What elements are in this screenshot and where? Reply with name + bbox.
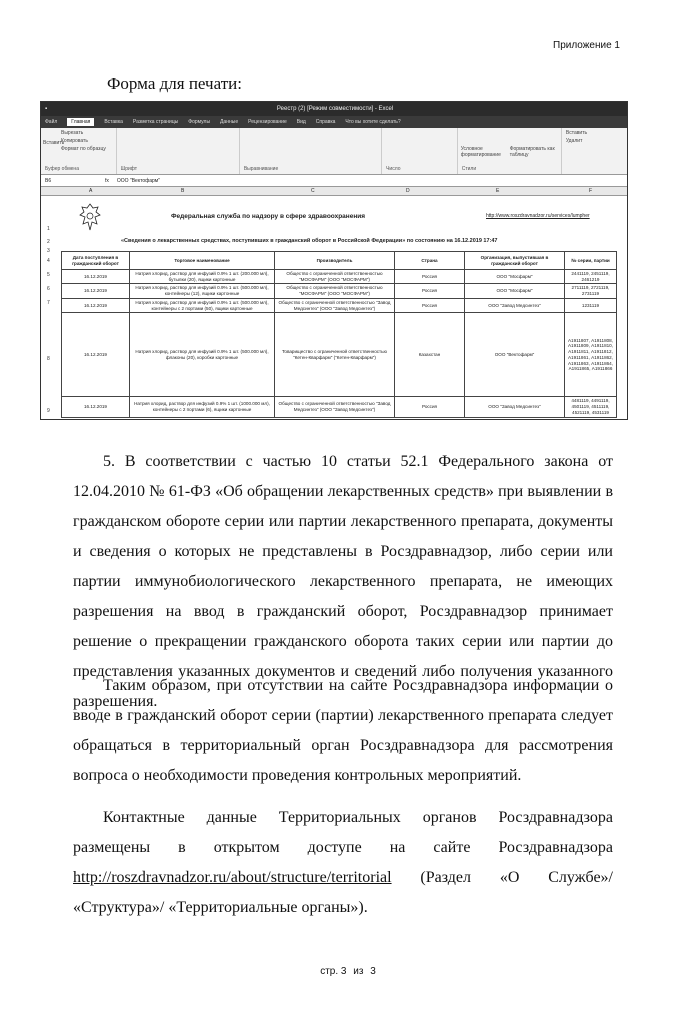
row-number[interactable]: 5	[47, 272, 50, 278]
tab-formulas[interactable]: Формулы	[188, 119, 211, 125]
window-title: Реестр (2) [Режим совместимости] - Excel	[276, 106, 394, 112]
cell-manufacturer[interactable]: Общество с ограниченной ответственностью "МОСФАРМ" (ООО "МОСФАРМ")	[275, 284, 395, 298]
table-row	[62, 284, 617, 298]
cell-manufacturer[interactable]: Общество с ограниченной ответственностью "Завод Медсинтез" (ООО "Завод Медсинтез")	[275, 397, 395, 417]
font-group-label: Шрифт	[120, 166, 138, 172]
header-country[interactable]: Страна	[395, 252, 465, 270]
column-header[interactable]: D	[406, 188, 410, 194]
table-row	[62, 270, 617, 284]
cell-country[interactable]: Россия	[395, 284, 465, 298]
cut-button[interactable]: Вырезать	[61, 130, 84, 136]
fx-icon: fx	[105, 177, 109, 184]
header-organization[interactable]: Организация, выпустившая в гражданский оборот	[465, 252, 565, 270]
cell-organization[interactable]: ООО "Завод Медсинтез"	[465, 397, 565, 417]
row-number[interactable]: 6	[47, 286, 50, 292]
cell-trade-name[interactable]: Натрия хлорид, раствор для инфузий 0.9% 1 шт. (500.000 мл), контейнеры (12), ящики картонные	[130, 284, 275, 298]
cell-organization[interactable]: ООО "Мосфарм"	[465, 270, 565, 284]
clipboard-group-label: Буфер обмена	[45, 166, 79, 172]
header-manufacturer[interactable]: Производитель	[275, 252, 395, 270]
column-header[interactable]: B	[181, 188, 185, 194]
territorial-link[interactable]: http://roszdravnadzor.ru/about/structure/territorial	[73, 869, 392, 886]
tab-help[interactable]: Справка	[315, 119, 336, 125]
column-headers	[41, 187, 627, 196]
row-number[interactable]: 8	[47, 356, 50, 362]
row-number[interactable]: 4	[47, 258, 50, 264]
cell-series[interactable]: А1911807, А1911808, А1911809, А1911810, А1911811, А1911812, А1911861, А1911862, А1911863, А1911864, А1911865, А1911866	[565, 313, 617, 397]
tab-insert[interactable]: Вставка	[104, 119, 123, 125]
tab-data[interactable]: Данные	[220, 119, 239, 125]
ribbon	[41, 128, 627, 175]
row-number[interactable]: 7	[47, 300, 50, 306]
sheet-area	[41, 196, 627, 420]
paragraph-conclusion: Таким образом, при отсутствии на сайте Росздравнадзора информации о вводе в гражданский оборот серии (партии) лекарственного препарата следует обращаться в территориальный орган Росздравнадзора для рассмотрения вопроса о необходимости проведения контрольных мероприятий.	[73, 677, 613, 784]
alignment-group-label: Выравнивание	[243, 166, 279, 172]
registry-caption: «Сведения о лекарственных средствах, поступивших в гражданский оборот в Российской Федерации» по состоянию на 16.12.2019 17:47	[121, 238, 498, 244]
formula-input[interactable]: ООО "Вектофарм"	[116, 177, 160, 184]
site-link[interactable]: http://www.roszdravnadzor.ru/services/lumpher	[486, 213, 590, 219]
save-icon: ▪	[45, 106, 48, 112]
org-name: Федеральная служба по надзору в сфере здравоохранения	[171, 213, 366, 220]
number-group-label: Число	[386, 166, 401, 172]
formula-bar	[41, 175, 627, 187]
appendix-label: Приложение 1	[553, 40, 620, 51]
page-total: 3	[370, 966, 376, 977]
paste-button[interactable]: Вставить	[43, 140, 65, 146]
font-group	[117, 128, 240, 174]
table-row	[62, 397, 617, 417]
copy-button[interactable]: Копировать	[61, 138, 88, 144]
row-number[interactable]: 3	[47, 248, 50, 254]
header-date[interactable]: Дата поступления в гражданский оборот	[62, 252, 130, 270]
format-painter-button[interactable]: Формат по образцу	[61, 146, 106, 152]
alignment-group	[240, 128, 382, 174]
column-header[interactable]: A	[89, 188, 93, 194]
registry-table	[61, 251, 617, 418]
table-row	[62, 313, 617, 397]
cell-date[interactable]: 16.12.2019	[62, 397, 130, 417]
header-trade-name[interactable]: Торговое наименование	[130, 252, 275, 270]
tab-file[interactable]: Файл	[45, 119, 58, 125]
cell-series[interactable]: 2711119, 2721119, 2731119	[565, 284, 617, 298]
cell-trade-name[interactable]: Натрия хлорид, раствор для инфузий 0.9% 1 шт. (1000.000 мл), контейнеры с 2 портами (6), ящики картонные	[130, 397, 275, 417]
header-series[interactable]: № серии, партии	[565, 252, 617, 270]
cell-country[interactable]: Россия	[395, 397, 465, 417]
cell-organization[interactable]: ООО "Вектофарм"	[465, 313, 565, 397]
clipboard-group	[41, 128, 117, 174]
cells-group	[562, 128, 627, 174]
tab-page-layout[interactable]: Разметка страницы	[132, 119, 179, 125]
window-titlebar	[41, 102, 627, 116]
cell-date[interactable]: 16.12.2019	[62, 284, 130, 298]
contacts-text: Контактные данные Территориальных органов Росздравнадзора размещены в открытом доступе на сайте Росздравнадзора	[73, 809, 613, 856]
contacts-tail: (Раздел «О Службе»/ «Структура»/ «Территориальные органы»).	[73, 869, 613, 916]
cell-country[interactable]: Казахстан	[395, 313, 465, 397]
cell-trade-name[interactable]: Натрия хлорид, раствор для инфузий 0.9% 1 шт. (500.000 мл), контейнеры с 2 портами (50), ящики картонные	[130, 298, 275, 312]
column-header[interactable]: E	[496, 188, 500, 194]
cell-manufacturer[interactable]: Товарищество с ограниченной ответственностью "Кетен-Кварфарм" ("Кетен-Кварфарм")	[275, 313, 395, 397]
column-header[interactable]: C	[311, 188, 315, 194]
delete-cells-button[interactable]: Удалит	[565, 138, 583, 144]
page-footer	[0, 966, 696, 977]
styles-group-label: Стили	[461, 166, 477, 172]
cell-organization[interactable]: ООО "Мосфарм"	[465, 284, 565, 298]
cell-country[interactable]: Россия	[395, 298, 465, 312]
row-number[interactable]: 2	[47, 239, 50, 245]
tab-review[interactable]: Рецензирование	[248, 119, 287, 125]
table-row	[62, 298, 617, 312]
styles-group	[458, 128, 562, 174]
cell-date[interactable]: 16.12.2019	[62, 298, 130, 312]
tab-home[interactable]: Главная	[67, 118, 94, 126]
spreadsheet-screenshot	[40, 101, 628, 420]
form-label: Форма для печати:	[107, 74, 242, 93]
tell-me-box[interactable]: Что вы хотите сделать?	[345, 119, 401, 125]
cell-date[interactable]: 16.12.2019	[62, 313, 130, 397]
cell-series[interactable]: 2441119, 2451119, 2461219	[565, 270, 617, 284]
cell-series[interactable]: 1231119	[565, 298, 617, 312]
paragraph-contacts	[73, 803, 613, 923]
insert-cells-button[interactable]: Вставить	[565, 130, 588, 136]
cell-manufacturer[interactable]: Общество с ограниченной ответственностью "Завод Медсинтез" (ООО "Завод Медсинтез")	[275, 298, 395, 312]
cell-country[interactable]: Россия	[395, 270, 465, 284]
format-as-table-button[interactable]: Форматировать как таблицу	[509, 146, 555, 158]
page-current: стр. 3	[320, 966, 347, 977]
cell-date[interactable]: 16.12.2019	[62, 270, 130, 284]
page-of: из	[353, 966, 364, 977]
cell-trade-name[interactable]: Натрия хлорид, раствор для инфузий 0.9% 1 шт. (500.000 мл), флаконы (20), коробки картонные	[130, 313, 275, 397]
row-number[interactable]: 9	[47, 408, 50, 414]
number-group	[382, 128, 458, 174]
row-number[interactable]: 1	[47, 226, 50, 232]
name-box[interactable]: B6	[45, 177, 52, 184]
eagle-emblem-icon	[79, 202, 101, 232]
conditional-formatting-button[interactable]: Условное форматирование	[460, 146, 501, 158]
table-header-row	[62, 252, 617, 270]
cell-trade-name[interactable]: Натрия хлорид, раствор для инфузий 0.9% 1 шт. (200.000 мл), бутылки (20), ящики картонные	[130, 270, 275, 284]
column-header[interactable]: F	[589, 188, 593, 194]
paragraph-5: 5. В соответствии с частью 10 статьи 52.1 Федерального закона от 12.04.2010 № 61-ФЗ «Об обращении лекарственных средств» при выявлении в гражданском обороте серии или партии лекарственного препарата, документы и сведения о которых не представлены в Росздравнадзор, либо серии или партии иммунобиологического лекарственного препарата, не имеющих разрешения на ввод в гражданский оборот, Росздравнадзор принимает решение о прекращении гражданского оборота таких серии или партии до представления указанных документов и сведений либо получения указанного разрешения.	[73, 453, 613, 710]
cell-manufacturer[interactable]: Общество с ограниченной ответственностью "МОСФАРМ" (ООО "МОСФАРМ")	[275, 270, 395, 284]
tab-view[interactable]: Вид	[296, 119, 306, 125]
cell-series[interactable]: 4481119, 4491119, 4501119, 4511119, 4521119, 4531119	[565, 397, 617, 417]
ribbon-tabs	[41, 116, 627, 128]
cell-organization[interactable]: ООО "Завод Медсинтез"	[465, 298, 565, 312]
